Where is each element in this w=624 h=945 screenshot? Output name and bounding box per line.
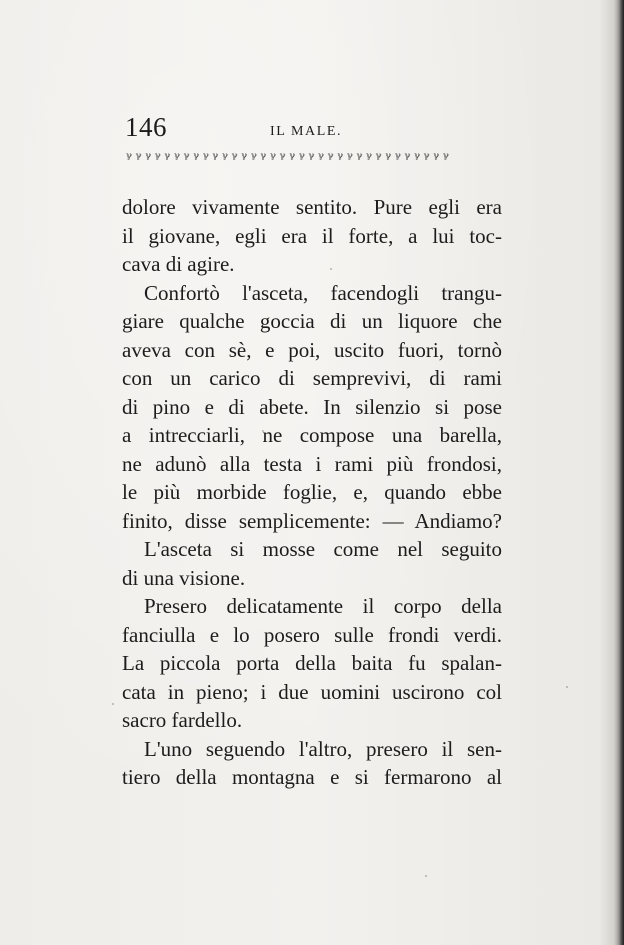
text-line: con un carico di semprevivi, di rami xyxy=(122,366,502,390)
text-line: dolore vivamente sentito. Pure egli era xyxy=(122,195,502,219)
ornamental-rule: ℽ ℽ ℽ ℽ ℽ ℽ ℽ ℽ ℽ ℽ ℽ ℽ ℽ ℽ ℽ ℽ ℽ ℽ ℽ ℽ ℽ ℽ ℽ ℽ ℽ ℽ ℽ ℽ ℽ ℽ ℽ ℽ ℽ ℽ xyxy=(126,152,450,160)
page-header xyxy=(122,112,502,148)
text-line: il giovane, egli era il forte, a lui toc- xyxy=(122,223,502,248)
text-line: fanciulla e lo posero sulle frondi verdi. xyxy=(122,622,502,647)
text-line: giare qualche goccia di un liquore che xyxy=(122,309,502,333)
text-line: cava di agire. xyxy=(122,252,235,276)
page-edge-shadow xyxy=(614,0,624,945)
text-line: aveva con sè, e poi, uscito fuori, tornò xyxy=(122,337,502,362)
text-line: le più morbide foglie, e, quando ebbe xyxy=(122,480,502,504)
page-number: 146 xyxy=(125,112,167,142)
text-line: finito, disse semplicemente: — Andiamo? xyxy=(122,508,502,533)
text-line: ne adunò alla testa i rami più frondosi, xyxy=(122,451,502,476)
text-line: Presero delicatamente il corpo della xyxy=(144,594,502,618)
text-line: La piccola porta della baita fu spalan- xyxy=(122,651,502,675)
body-text xyxy=(122,193,502,792)
text-line: L'asceta si mosse come nel seguito xyxy=(144,537,502,561)
text-line: sacro fardello. xyxy=(122,708,243,732)
text-line: di una visione. xyxy=(122,565,246,590)
running-title: IL MALE. xyxy=(270,124,343,139)
text-line: L'uno seguendo l'altro, presero il sen- xyxy=(144,736,502,761)
text-line: di pino e di abete. In silenzio si pose xyxy=(122,394,502,419)
text-line: cata in pieno; i due uomini uscirono col xyxy=(122,679,502,704)
text-line: Confortò l'asceta, facendogli trangu- xyxy=(144,280,502,305)
text-line: tiero della montagna e si fermarono al xyxy=(122,765,502,789)
text-line: a intrecciarli, ne compose una barella, xyxy=(122,423,502,447)
